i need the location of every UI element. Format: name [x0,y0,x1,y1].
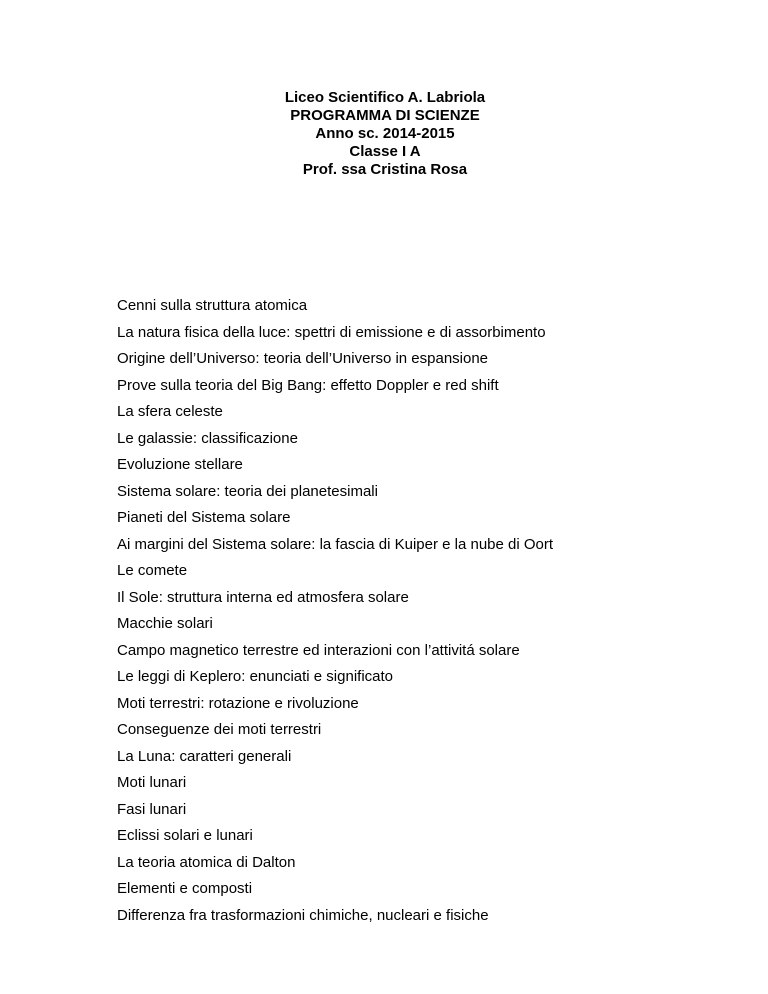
topic-item: La natura fisica della luce: spettri di emissione e di assorbimento [117,323,546,341]
topic-item: Elementi e composti [117,880,253,897]
document-header [0,89,768,179]
topic-item: Le comete [117,562,188,579]
topic-item: Cenni sulla struttura atomica [117,297,308,314]
topic-item: Macchie solari [117,615,213,632]
topic-item: Le leggi di Keplero: enunciati e significato [117,668,394,685]
topic-item: La Luna: caratteri generali [117,747,292,765]
topic-item: Prove sulla teoria del Big Bang: effetto Doppler e red shift [117,376,499,394]
school-year: Anno sc. 2014-2015 [315,125,455,142]
class-name: Classe I A [349,143,421,160]
topic-item: Fasi lunari [117,800,187,818]
topic-item: Evoluzione stellare [117,456,243,473]
topic-item: Eclissi solari e lunari [117,827,253,844]
topic-item: La teoria atomica di Dalton [117,853,296,871]
topic-item: Origine dell’Universo: teoria dell’Universo in espansione [117,350,489,367]
topic-item: Ai margini del Sistema solare: la fascia di Kuiper e la nube di Oort [117,535,554,553]
topic-item: Conseguenze dei moti terrestri [117,721,322,738]
topic-item: Sistema solare: teoria dei planetesimali [117,482,378,500]
topic-item: Pianeti del Sistema solare [117,509,291,526]
topic-item: Il Sole: struttura interna ed atmosfera solare [117,588,409,606]
school-name: Liceo Scientifico A. Labriola [284,89,486,106]
program-title: PROGRAMMA DI SCIENZE [290,107,480,124]
topic-list [117,293,717,929]
topic-item: Moti lunari [117,774,187,791]
topic-item: Le galassie: classificazione [117,429,298,447]
topic-item: La sfera celeste [117,403,223,420]
topic-item: Moti terrestri: rotazione e rivoluzione [117,694,359,712]
topic-item: Campo magnetico terrestre ed interazioni con l’attivitá solare [117,641,520,659]
topic-item: Differenza fra trasformazioni chimiche, nucleari e fisiche [117,906,489,924]
teacher-name: Prof. ssa Cristina Rosa [302,161,468,178]
